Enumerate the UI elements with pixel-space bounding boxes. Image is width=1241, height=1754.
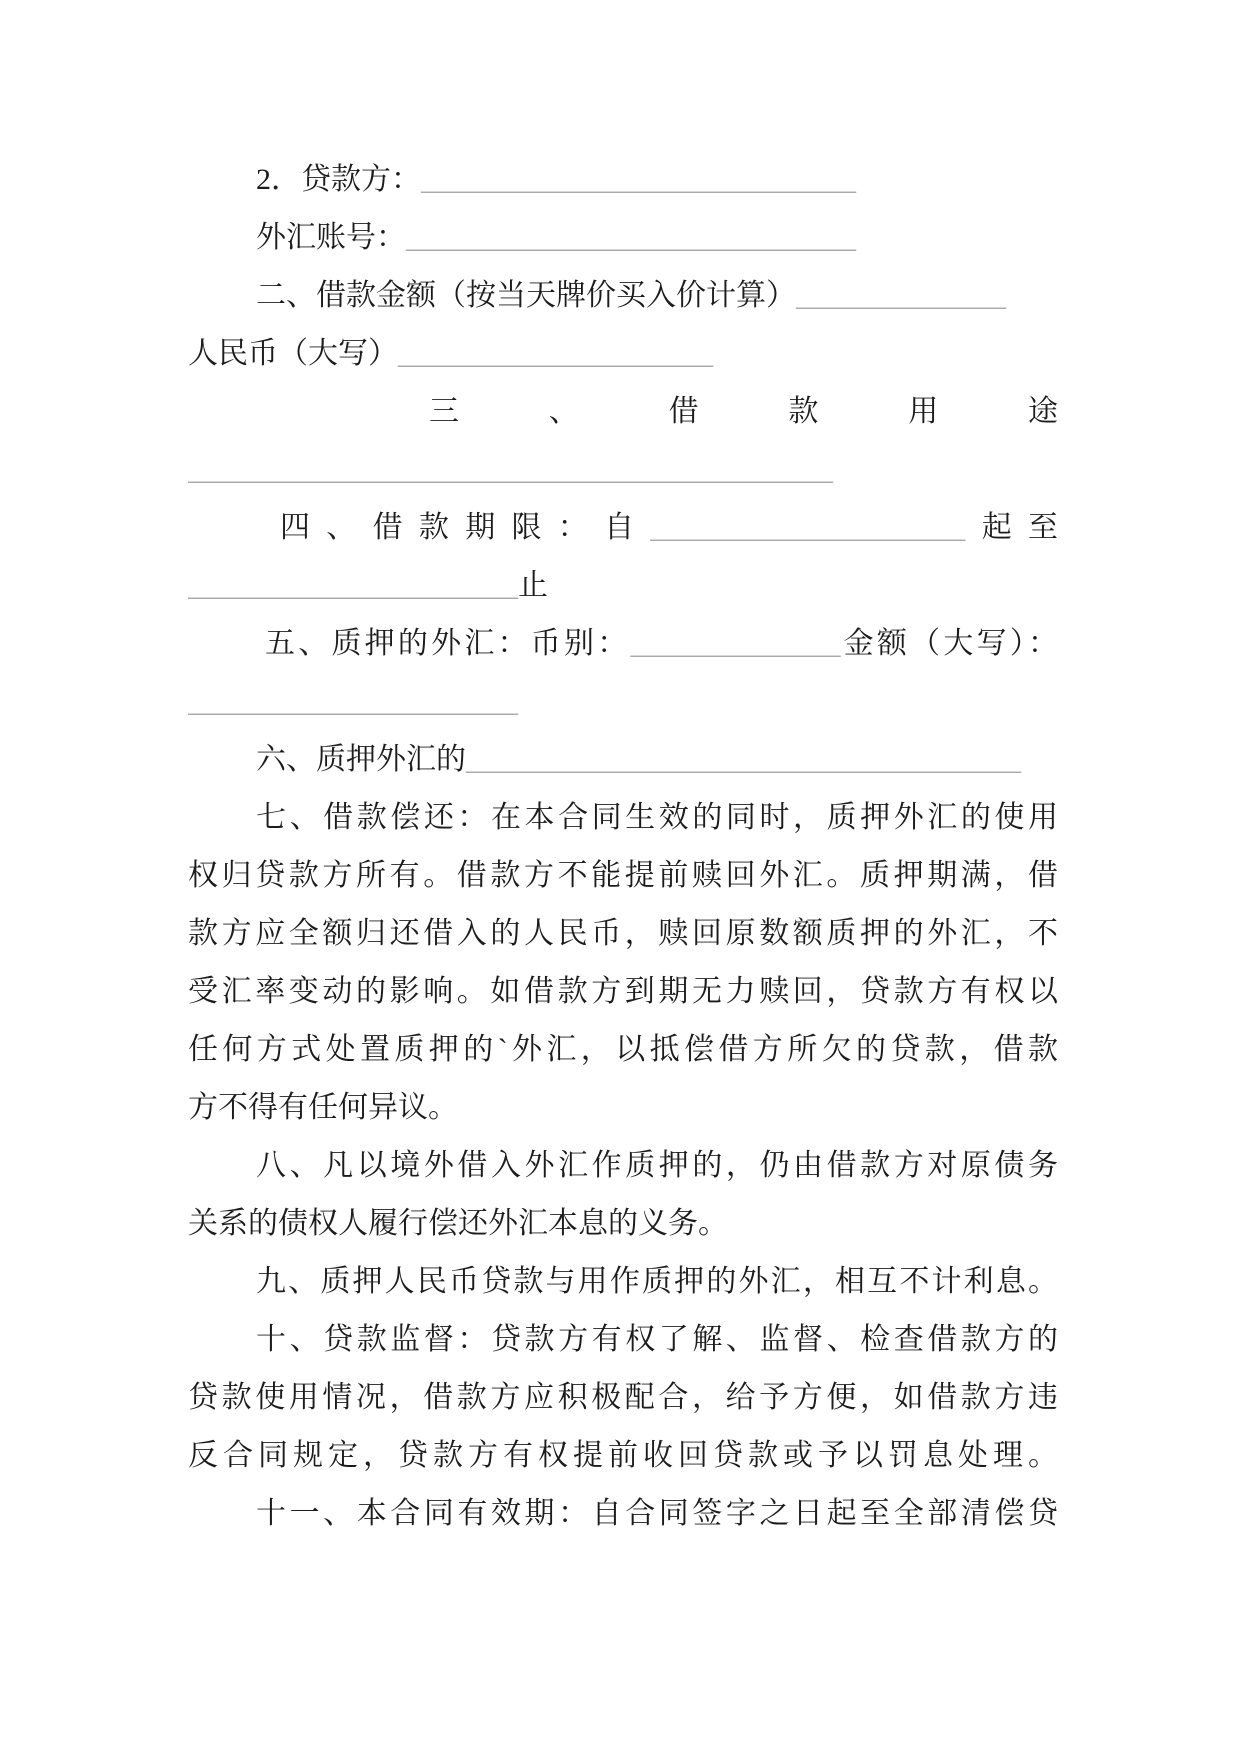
blank-underline: ______________ <box>796 279 1006 312</box>
line-text: 十一、本合同有效期：自合同签字之日起至全部清偿贷 <box>256 1497 1058 1530</box>
line-text: 四、借款期限：自 <box>280 511 651 544</box>
clause-8-foreign-debt-line-2 <box>188 1195 1058 1253</box>
clause-10-supervision-line-2 <box>188 1369 1058 1427</box>
blank-underline: _____________________ <box>398 337 713 370</box>
line-text: 贷款使用情况，借款方应积极配合，给予方便，如借款方违 <box>188 1381 1058 1414</box>
line-text: 人民币（大写） <box>188 337 398 370</box>
blank-underline: ___________________________________________ <box>188 453 833 486</box>
blank-underline: ______________ <box>630 627 841 660</box>
blank-underline: ______________________________ <box>406 221 856 254</box>
line-loan-term-end <box>188 557 1058 615</box>
line-text: 2．贷款方： <box>256 163 421 196</box>
blank-underline: _____________________________ <box>421 163 856 196</box>
line-text: 二、借款金额（按当天牌价买入价计算） <box>256 279 796 312</box>
blank-pledged-forex-amount <box>188 673 1058 731</box>
line-text: 起至 <box>965 511 1058 544</box>
clause-7-repayment-line-2 <box>188 847 1058 905</box>
line-text: 反合同规定，贷款方有权提前收回贷款或予以罚息处理。 <box>188 1439 1058 1472</box>
clause-7-repayment-line-4 <box>188 963 1058 1021</box>
line-pledged-forex-blank <box>188 731 1058 789</box>
line-loan-amount <box>188 267 1058 325</box>
blank-underline: _____________________ <box>650 511 966 544</box>
line-text: 任何方式处置质押的`外汇，以抵偿借方所欠的贷款，借款 <box>188 1033 1058 1066</box>
clause-10-supervision-line-1 <box>188 1311 1058 1369</box>
line-lender <box>188 151 1058 209</box>
line-text: 受汇率变动的影响。如借款方到期无力赎回，贷款方有权以 <box>188 975 1058 1008</box>
line-text: 方不得有任何异议。 <box>188 1091 458 1124</box>
clause-7-repayment-line-6 <box>188 1079 1058 1137</box>
line-text: 七、借款偿还：在本合同生效的同时，质押外汇的使用 <box>256 801 1058 834</box>
clause-8-foreign-debt-line-1 <box>188 1137 1058 1195</box>
line-forex-account-number <box>188 209 1058 267</box>
line-text: 金额（大写）： <box>840 627 1058 660</box>
line-text: 八、凡以境外借入外汇作质押的，仍由借款方对原债务 <box>256 1149 1058 1182</box>
blank-loan-purpose <box>188 441 1058 499</box>
line-text: 十、贷款监督：贷款方有权了解、监督、检查借款方的 <box>256 1323 1058 1356</box>
line-text: 六、质押外汇的 <box>256 743 466 776</box>
line-rmb-amount-in-words <box>188 325 1058 383</box>
line-pledged-forex-currency <box>188 615 1058 673</box>
line-text: 外汇账号： <box>256 221 406 254</box>
clause-7-repayment-line-1 <box>188 789 1058 847</box>
clause-7-repayment-line-5 <box>188 1021 1058 1079</box>
line-text: 权归贷款方所有。借款方不能提前赎回外汇。质押期满，借 <box>188 859 1058 892</box>
line-text: 止 <box>518 569 548 602</box>
blank-underline: ______________________ <box>188 569 518 602</box>
clause-11-validity-line-1 <box>188 1485 1058 1543</box>
blank-underline: _____________________________________ <box>466 743 1021 776</box>
clause-10-supervision-line-3 <box>188 1427 1058 1485</box>
line-text: 五、质押的外汇：币别： <box>265 627 631 660</box>
line-text: 三、借款用途 <box>429 395 1058 428</box>
line-text: 九、质押人民币贷款与用作质押的外汇，相互不计利息。 <box>256 1265 1058 1298</box>
line-loan-term <box>188 499 1058 557</box>
clause-7-repayment-line-3 <box>188 905 1058 963</box>
heading-loan-purpose <box>188 383 1058 441</box>
blank-underline: ______________________ <box>188 685 518 718</box>
clause-9-no-interest <box>188 1253 1058 1311</box>
line-text: 关系的债权人履行偿还外汇本息的义务。 <box>188 1207 728 1240</box>
line-text: 款方应全额归还借入的人民币，赎回原数额质押的外汇，不 <box>188 917 1058 950</box>
